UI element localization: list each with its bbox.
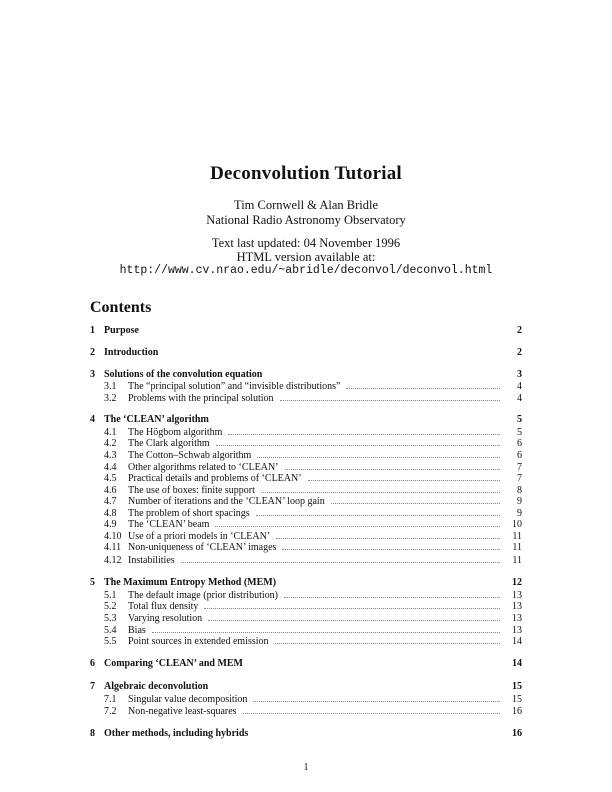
toc-entry-number: 7.2	[104, 706, 117, 717]
toc-entry-page: 13	[512, 625, 522, 636]
html-version-note: HTML version available at:	[236, 250, 376, 264]
toc-subsection-entry[interactable]	[90, 472, 522, 484]
toc-dot-leader	[256, 507, 500, 516]
toc-entry-page: 11	[512, 542, 522, 553]
toc-entry-title: The ‘CLEAN’ beam	[128, 519, 210, 530]
toc-entry-number: 4.7	[104, 496, 117, 507]
toc-subsection-entry[interactable]	[90, 518, 522, 530]
toc-entry-page: 5	[517, 427, 522, 438]
toc-dot-leader	[208, 612, 500, 621]
toc-subsection-entry[interactable]	[90, 541, 522, 553]
toc-section-entry[interactable]	[90, 658, 522, 670]
toc-entry-page: 8	[517, 485, 522, 496]
toc-dot-leader	[280, 392, 500, 401]
toc-entry-number: 4.5	[104, 473, 117, 484]
toc-entry-title: The problem of short spacings	[128, 508, 250, 519]
toc-entry-title: Number of iterations and the ‘CLEAN’ loop gain	[128, 496, 325, 507]
toc-entry-page: 15	[512, 681, 522, 692]
toc-dot-leader	[215, 518, 500, 527]
toc-entry-page: 13	[512, 590, 522, 601]
toc-subsection-entry[interactable]	[90, 693, 522, 705]
toc-subsection-entry[interactable]	[90, 437, 522, 449]
toc-entry-number: 7	[90, 681, 95, 692]
toc-dot-leader	[152, 624, 500, 633]
toc-entry-number: 4.4	[104, 462, 117, 473]
toc-subsection-entry[interactable]	[90, 554, 522, 566]
toc-entry-number: 4.11	[104, 542, 122, 553]
toc-entry-number: 2	[90, 347, 95, 358]
toc-dot-leader	[181, 554, 500, 563]
toc-dot-leader	[275, 635, 500, 644]
toc-entry-page: 2	[517, 325, 522, 336]
toc-section-entry[interactable]	[90, 728, 522, 740]
toc-entry-number: 3	[90, 369, 95, 380]
toc-entry-title: Other algorithms related to ‘CLEAN’	[128, 462, 279, 473]
toc-entry-page: 13	[512, 613, 522, 624]
toc-entry-title: Bias	[128, 625, 146, 636]
toc-entry-number: 4.10	[104, 531, 122, 542]
page-number: 1	[303, 762, 309, 773]
toc-subsection-entry[interactable]	[90, 612, 522, 624]
toc-entry-number: 4.3	[104, 450, 117, 461]
toc-entry-page: 7	[517, 473, 522, 484]
toc-dot-leader	[253, 693, 500, 702]
toc-entry-number: 5	[90, 577, 95, 588]
toc-entry-number: 7.1	[104, 694, 117, 705]
toc-entry-number: 5.4	[104, 625, 117, 636]
toc-dot-leader	[285, 461, 500, 470]
toc-dot-leader	[282, 541, 500, 550]
toc-entry-number: 4	[90, 414, 95, 425]
toc-entry-page: 3	[517, 369, 522, 380]
toc-entry-page: 11	[512, 555, 522, 566]
toc-entry-number: 5.1	[104, 590, 117, 601]
toc-entry-number: 6	[90, 658, 95, 669]
toc-entry-number: 5.2	[104, 601, 117, 612]
toc-subsection-entry[interactable]	[90, 392, 522, 404]
toc-entry-number: 4.6	[104, 485, 117, 496]
toc-section-entry[interactable]	[90, 414, 522, 426]
toc-entry-title: Practical details and problems of ‘CLEAN’	[128, 473, 302, 484]
toc-entry-page: 12	[512, 577, 522, 588]
toc-entry-title: The Maximum Entropy Method (MEM)	[104, 577, 277, 588]
toc-dot-leader	[204, 600, 500, 609]
toc-entry-title: The Clark algorithm	[128, 438, 210, 449]
document-title: Deconvolution Tutorial	[210, 163, 402, 184]
toc-entry-title: Non-uniqueness of ‘CLEAN’ images	[128, 542, 277, 553]
toc-entry-title: Algebraic deconvolution	[104, 681, 209, 692]
contents-heading: Contents	[90, 299, 152, 316]
toc-entry-title: The Cotton–Schwab algorithm	[128, 450, 252, 461]
toc-entry-number: 4.1	[104, 427, 117, 438]
toc-entry-page: 2	[517, 347, 522, 358]
toc-subsection-entry[interactable]	[90, 705, 522, 717]
toc-section-entry[interactable]	[90, 347, 522, 359]
toc-entry-title: The default image (prior distribution)	[128, 590, 278, 601]
toc-dot-leader	[346, 380, 500, 389]
toc-entry-page: 16	[512, 706, 522, 717]
toc-entry-title: The “principal solution” and “invisible distributions”	[128, 381, 341, 392]
toc-entry-title: Non-negative least-squares	[128, 706, 237, 717]
toc-entry-number: 1	[90, 325, 95, 336]
toc-entry-title: Comparing ‘CLEAN’ and MEM	[104, 658, 243, 669]
toc-subsection-entry[interactable]	[90, 635, 522, 647]
html-url-link[interactable]: http://www.cv.nrao.edu/~abridle/deconvol/deconvol.html	[119, 264, 493, 277]
toc-entry-page: 11	[512, 531, 522, 542]
toc-entry-page: 9	[517, 496, 522, 507]
toc-entry-page: 4	[517, 393, 522, 404]
toc-dot-leader	[216, 437, 500, 446]
toc-entry-title: Purpose	[104, 325, 139, 336]
toc-entry-number: 4.12	[104, 555, 122, 566]
toc-entry-page: 6	[517, 438, 522, 449]
toc-dot-leader	[243, 705, 500, 714]
toc-dot-leader	[308, 472, 500, 481]
toc-subsection-entry[interactable]	[90, 380, 522, 392]
toc-entry-number: 3.2	[104, 393, 117, 404]
toc-entry-page: 10	[512, 519, 522, 530]
toc-entry-number: 5.5	[104, 636, 117, 647]
affiliation: National Radio Astronomy Observatory	[206, 213, 406, 227]
toc-entry-page: 16	[512, 728, 522, 739]
toc-entry-number: 3.1	[104, 381, 117, 392]
toc-entry-page: 4	[517, 381, 522, 392]
toc-section-entry[interactable]	[90, 325, 522, 337]
toc-entry-title: Instabilities	[128, 555, 175, 566]
toc-subsection-entry[interactable]	[90, 600, 522, 612]
toc-entry-page: 14	[512, 636, 522, 647]
toc-entry-title: Point sources in extended emission	[128, 636, 269, 647]
toc-entry-title: Singular value decomposition	[128, 694, 248, 705]
toc-entry-number: 8	[90, 728, 95, 739]
toc-dot-leader	[331, 495, 500, 504]
toc-entry-page: 6	[517, 450, 522, 461]
toc-entry-title: Introduction	[104, 347, 159, 358]
toc-subsection-entry[interactable]	[90, 495, 522, 507]
toc-entry-title: Solutions of the convolution equation	[104, 369, 263, 380]
toc-entry-title: Varying resolution	[128, 613, 203, 624]
toc-entry-title: Total flux density	[128, 601, 199, 612]
toc-entry-title: The use of boxes: finite support	[128, 485, 255, 496]
toc-dot-leader	[257, 449, 500, 458]
toc-entry-title: Problems with the principal solution	[128, 393, 274, 404]
toc-entry-title: Use of a priori models in ‘CLEAN’	[128, 531, 271, 542]
toc-entry-number: 4.8	[104, 508, 117, 519]
toc-entry-number: 5.3	[104, 613, 117, 624]
toc-dot-leader	[228, 426, 500, 435]
toc-entry-title: Other methods, including hybrids	[104, 728, 249, 739]
authors: Tim Cornwell & Alan Bridle	[234, 198, 378, 212]
toc-section-entry[interactable]	[90, 681, 522, 693]
toc-entry-page: 13	[512, 601, 522, 612]
last-updated: Text last updated: 04 November 1996	[211, 236, 401, 250]
toc-entry-number: 4.2	[104, 438, 117, 449]
toc-dot-leader	[276, 530, 500, 539]
toc-dot-leader	[261, 484, 500, 493]
toc-entry-page: 5	[517, 414, 522, 425]
toc-subsection-entry[interactable]	[90, 449, 522, 461]
toc-entry-number: 4.9	[104, 519, 117, 530]
toc-entry-title: The Högbom algorithm	[128, 427, 223, 438]
toc-entry-page: 14	[512, 658, 522, 669]
toc-entry-page: 15	[512, 694, 522, 705]
toc-entry-page: 9	[517, 508, 522, 519]
toc-entry-title: The ‘CLEAN’ algorithm	[104, 414, 209, 425]
toc-dot-leader	[284, 589, 500, 598]
toc-entry-page: 7	[517, 462, 522, 473]
toc-section-entry[interactable]	[90, 577, 522, 589]
